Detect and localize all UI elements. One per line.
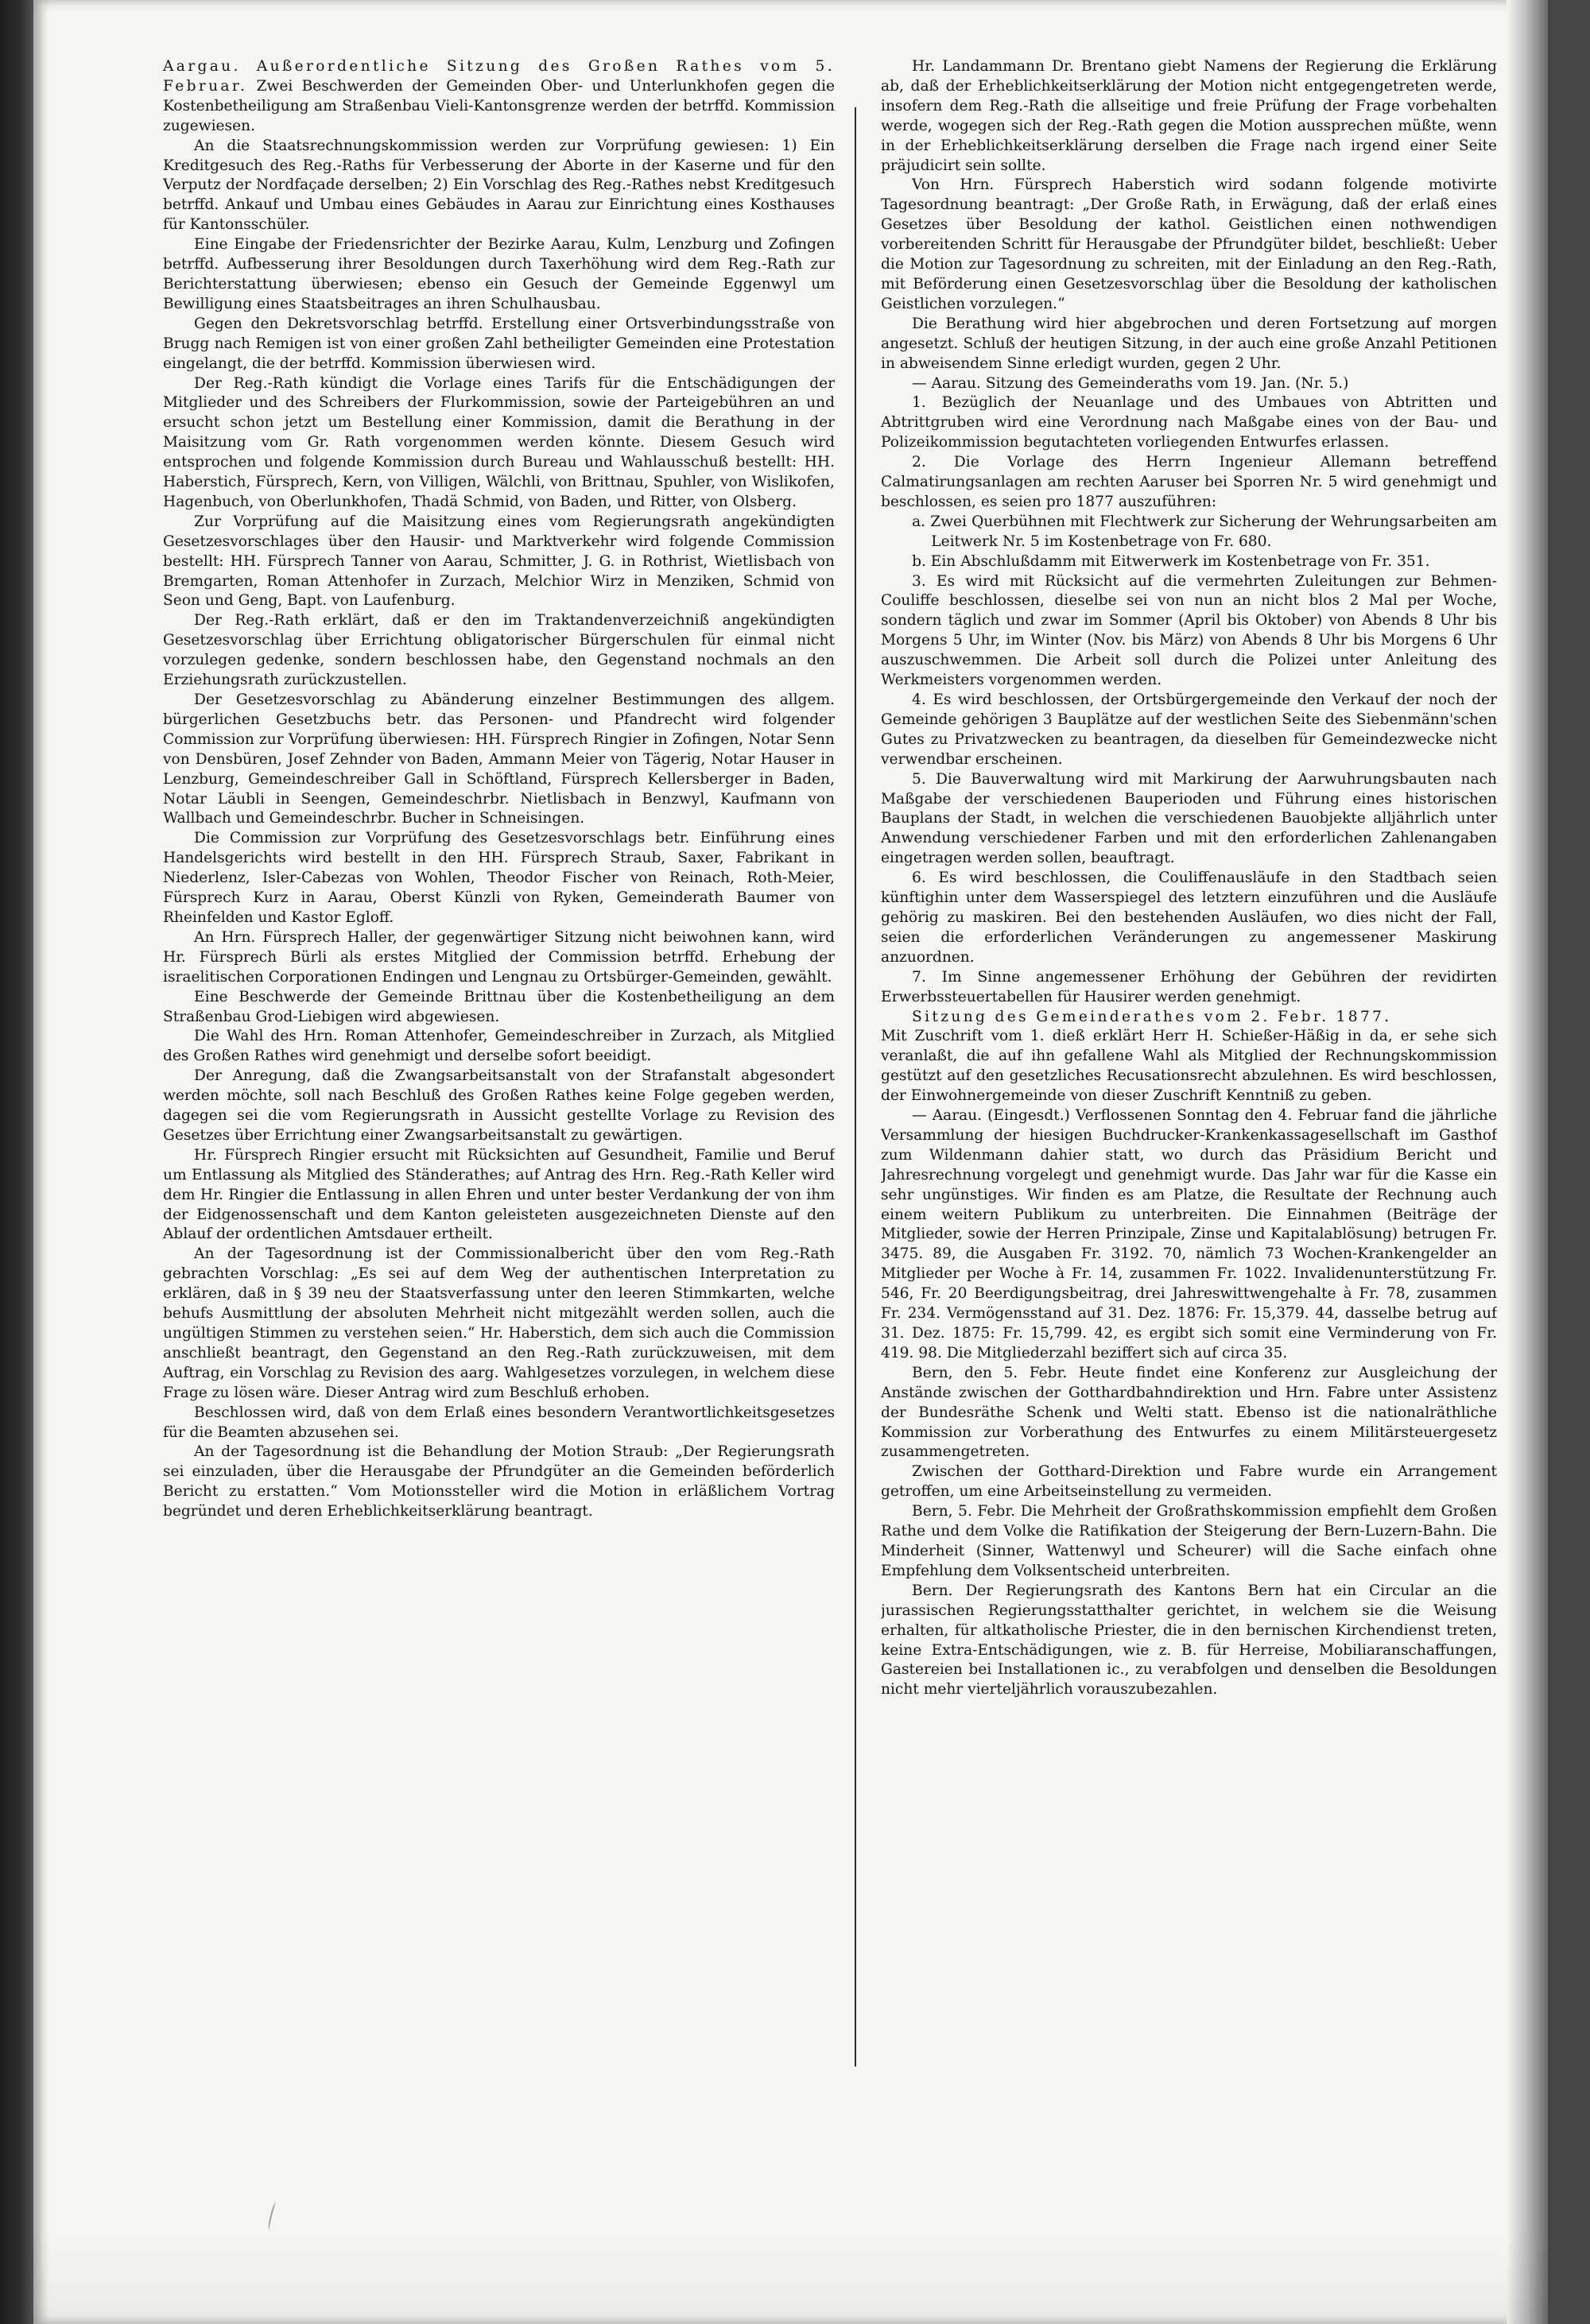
list-item: 1. Bezüglich der Neuanlage und des Umbaues von Abtritten und Abtrittgruben wird eine Verordnung nach Maßgabe eines von der Bau- und Polizeikommission begutachteten vorliegenden Entwurfes erlassen. — [881, 394, 1497, 451]
paragraph: Zwischen der Gotthard-Direktion und Fabre wurde ein Arrangement getroffen, um eine Arbeitseinstellung zu vermeiden. — [881, 1463, 1497, 1501]
paragraph: Der Reg.-Rath kündigt die Vorlage eines Tarifs für die Entschädigungen der Mitglieder und des Schreibers der Flurkommission, sowie der Parteigebühren an und ersucht schon jetzt um Bestellung einer Kommission, damit die Berathung in der Maisitzung vom Gr. Rath vorgenommen werden könnte. Diesem Gesuch wird entsprochen und folgende Kommission durch Bureau und Wahlausschuß bestellt: HH. Haberstich, Fürsprech, Kern, von Villigen, Wälchli, von Brittnau, Spuhler, von Wislikofen, Hagenbuch, von Oberlunkhofen, Thadä Schmid, von Baden, und Ritter, von Olsberg. — [163, 374, 835, 510]
paragraph: Von Hrn. Fürsprech Haberstich wird sodann folgende motivirte Tagesordnung beantragt: „Der Große Rath, in Erwägung, daß der erlaß eines Gesetzes über Besoldung der kathol. Geistlichen einen nothwendigen vorbereitenden Schritt für Herausgabe der Pfrundgüter bildet, beschließt: Ueber die Motion zur Tagesordnung zu schreiten, mit der Einladung an den Reg.-Rath, mit Beförderung einen Gesetzesvorschlag über die Besoldung der katholischen Geistlichen vorzulegen.“ — [881, 176, 1497, 312]
list-item: 4. Es wird beschlossen, der Ortsbürgergemeinde den Verkauf der noch der Gemeinde gehörigen 3 Bauplätze auf der westlichen Seite des Siebenmänn'schen Gutes zu Privatzwecken zu beantragen, da dieselben für Gemeindezwecke nicht verwendbar erscheinen. — [881, 691, 1497, 768]
page-bottom-shade — [33, 2229, 1548, 2324]
sub-list-item: a. Zwei Querbühnen mit Flechtwerk zur Sicherung der Wehrungsarbeiten am Leitwerk Nr. 5 im Kostenbetrage von Fr. 680. — [912, 513, 1497, 550]
article-aargau-grossrath: Aargau. Außerordentliche Sitzung des Großen Rathes vom 5. Februar. Zwei Beschwerden der Gemeinden Ober- und Unterlunkhofen gegen die Kostenbetheiligung am Straßenbau Vieli-Kantonsgrenze werden der betrffd. Kommission zugewiesen. — [163, 58, 835, 134]
article-buchdrucker-krankenkasse: — Aarau. (Eingesdt.) Verflossenen Sonntag den 4. Februar fand die jährliche Versammlung der hiesigen Buchdrucker-Krankenkassagesellschaft im Gasthof zum Wildenmann dahier statt, wo durch das Präsidium Bericht und Jahresrechnung vorgelegt und genehmigt wurde. Das Jahr war für die Kasse ein sehr ungünstiges. Wir finden es am Platze, die Resultate der Rechnung auch einem weitern Publikum zu unterbreiten. Die Einnahmen (Beiträge der Mitglieder, sowie der Herren Prinzipale, Zinse und Kapitalablösung) betrugen Fr. 3475. 89, die Ausgaben Fr. 3192. 70, nämlich 73 Wochen-Krankengelder an Mitglieder per Woche à Fr. 14, zusammen Fr. 1022. Invalidenunterstützung Fr. 546, Fr. 20 Beerdigungsbeitrag, drei Jahreswittwengehalte à Fr. 78, zusammen Fr. 234. Vermögensstand auf 31. Dez. 1876: Fr. 15,379. 44, dasselbe betrug auf 31. Dez. 1875: Fr. 15,799. 42, es ergibt sich somit eine Verminderung von Fr. 419. 98. Die Mitgliederzahl beziffert sich auf circa 35. — [881, 1107, 1497, 1361]
paragraph: Beschlossen wird, daß von dem Erlaß eines besondern Verantwortlichkeitsgesetzes für die Beamten abzusehen sei. — [163, 1404, 835, 1441]
article-bern: Bern, den 5. Febr. Heute findet eine Konferenz zur Ausgleichung der Anstände zwischen der Gotthardbahndirektion und Hrn. Fabre unter Assistenz der Bundesräthe Schenk und Welti statt. Ebenso ist die nationalräthliche Kommission zur Vorberathung des Entwurfes zu einem Militärsteuergesetz zusammengetreten. — [881, 1364, 1497, 1461]
paragraph: Mit Zuschrift vom 1. dieß erklärt Herr H. Schießer-Häßig in da, er sehe sich veranlaßt, die auf ihn gefallene Wahl als Mitglied der Rechnungskommission gestützt auf den gesetzliches Recusationsrecht abzulehnen. Es wird beschlossen, der Einwohnergemeinde von dieser Zuschrift Kenntniß zu geben. — [881, 1028, 1497, 1105]
paragraph: An der Tagesordnung ist der Commissionalbericht über den vom Reg.-Rath gebrachten Vorschlag: „Es sei auf dem Weg der authentischen Interpretation zu erklären, daß in § 39 neu der Staatsverfassung unter den leeren Stimmkarten, welche behufs Ausmittlung der absoluten Mehrheit nicht mitgezählt werden sollen, auch die ungültigen Stimmen zu verstehen seien.“ Hr. Haberstich, dem sich auch die Commission anschließt beantragt, den Gegenstand an den Reg.-Rath zurückzuweisen, mit dem Auftrag, ein Vorschlag zu Revision des aarg. Wahlgesetzes vorzulegen, in welchem diese Frage zu lösen wäre. Dieser Antrag wird zum Beschluß erhoben. — [163, 1245, 835, 1401]
left-column — [163, 57, 835, 2124]
column-rule — [855, 107, 856, 2066]
paragraph: Der Gesetzesvorschlag zu Abänderung einzelner Bestimmungen des allgem. bürgerlichen Gesetzbuchs betr. das Personen- und Pfandrecht wird folgender Commission zur Vorprüfung überwiesen: HH. Fürsprech Ringier in Zofingen, Notar Senn von Densbüren, Josef Zehnder von Baden, Ammann Meier von Tägerig, Notar Hauser in Lenzburg, Gemeindeschreiber Gall in Schöftland, Fürsprech Kellersberger in Baden, Notar Läubli in Seengen, Gemeindeschrbr. Nietlisbach in Benzwyl, Kaufmann von Wallbach und Gemeindeschrbr. Bucher in Schneisingen. — [163, 691, 835, 827]
paragraph: Zur Vorprüfung auf die Maisitzung eines vom Regierungsrath angekündigten Gesetzesvorschlages über den Hausir- und Marktverkehr wird folgende Commission bestellt: HH. Fürsprech Tanner von Aarau, Schmitter, J. G. in Rothrist, Wietlisbach von Bremgarten, Roman Attenhofer in Zurzach, Melchior Wirz in Menziken, Schmid von Seon und Geng, Bapt. von Laufenburg. — [163, 513, 835, 610]
paragraph: Der Anregung, daß die Zwangsarbeitsanstalt von der Strafanstalt abgesondert werden möchte, soll nach Beschluß des Großen Rathes keine Folge gegeben werden, dagegen sei die vom Regierungsrath in Aussicht gestellte Vorlage zu Revision des Gesetzes über Errichtung einer Zwangsarbeitsanstalt zu gewärtigen. — [163, 1067, 835, 1144]
paragraph: Eine Beschwerde der Gemeinde Brittnau über die Kostenbetheiligung an dem Straßenbau Grod-Liebigen wird abgewiesen. — [163, 988, 835, 1025]
list-item: 7. Im Sinne angemessener Erhöhung der Gebühren der revidirten Erwerbssteuertabellen für Hausirer werden genehmigt. — [881, 968, 1497, 1005]
paragraph: Die Wahl des Hrn. Roman Attenhofer, Gemeindeschreiber in Zurzach, als Mitglied des Großen Rathes wird genehmigt und derselbe sofort beeidigt. — [163, 1028, 835, 1065]
book-binding-edge — [0, 0, 37, 2324]
paragraph: Eine Eingabe der Friedensrichter der Bezirke Aarau, Kulm, Lenzburg und Zofingen betrffd. Aufbesserung ihrer Besoldungen durch Taxerhöhung wird dem Reg.-Rath zur Berichterstattung überwiesen; ebenso ein Gesuch der Gemeinde Eggenwyl um Bewilligung eines Staatsbeitrages an ihren Schulhausbau. — [163, 236, 835, 312]
paragraph: An Hrn. Fürsprech Haller, der gegenwärtiger Sitzung nicht beiwohnen kann, wird Hr. Fürsprech Bürli als erstes Mitglied der Commission betrffd. Erhebung der israelitischen Corporationen Endingen und Lengnau zu Ortsbürger-Gemeinden, gewählt. — [163, 928, 835, 986]
article-aarau-gemeinderath-heading: — Aarau. Sitzung des Gemeinderaths vom 19. Jan. (Nr. 5.) — [912, 374, 1349, 392]
list-item: 5. Die Bauverwaltung wird mit Markirung der Aarwuhrungsbauten nach Maßgabe der verschiedenen Bauperioden und Führung eines historischen Bauplans der Stadt, in welchen die verschiedenen Bauobjekte alljährlich unter Anwendung verschiedener Farben und mit den erforderlichen Zahlenangaben eingetragen werden sollen, beauftragt. — [881, 770, 1497, 867]
article-bern: Bern. Der Regierungsrath des Kantons Bern hat ein Circular an die jurassischen Regierungsstatthalter gerichtet, in welchem sie die Weisung erhalten, für altkatholische Priester, die in den bernischen Kirchendienst treten, keine Extra-Entschädigungen, wie z. B. für Herreise, Mobiliaranschaffungen, Gastereien bei Installationen ic., zu verabfolgen und denselben die Besoldungen nicht mehr vierteljährlich vorauszubezahlen. — [881, 1582, 1497, 1698]
article-lead: Aargau. Außerordentliche Sitzung des Großen Rathes vom 5. Februar. — [163, 58, 835, 95]
list-item: 6. Es wird beschlossen, die Couliffenausläufe in den Stadtbach seien künftighin unter dem Wasserspiegel des letztern einzuführen und die Ausläufe gehörig zu maskiren. Bei den bestehenden Ausläufen, wo dies nicht der Fall, seien die erforderlichen Veränderungen zu angemessener Maskirung anzuordnen. — [881, 870, 1497, 966]
paragraph: Die Berathung wird hier abgebrochen und deren Fortsetzung auf morgen angesetzt. Schluß der heutigen Sitzung, in der auch eine große Anzahl Petitionen in abweisendem Sinne erledigt wurden, gegen 2 Uhr. — [881, 315, 1497, 372]
paragraph: An die Staatsrechnungskommission werden zur Vorprüfung gewiesen: 1) Ein Kreditgesuch des Reg.-Raths für Verbesserung der Aborte in der Kaserne und für den Verputz der Nordfaçade derselben; 2) Ein Vorschlag des Reg.-Rathes nebst Kreditgesuch betrffd. Ankauf und Umbau eines Gebäudes in Aarau zur Einrichtung eines Kosthauses für Kantonsschüler. — [163, 137, 835, 234]
list-item: 3. Es wird mit Rücksicht auf die vermehrten Zuleitungen zur Behmen-Couliffe beschlossen, dieselbe sei von nun an nicht blos 2 Mal per Woche, sondern täglich und zwar im Sommer (April bis Oktober) von Abends 8 Uhr bis Morgens 5 Uhr, im Winter (Nov. bis März) von Abends 8 Uhr bis Morgens 6 Uhr auszuschwemmen. Die Arbeit soll durch die Polizei unter Anleitung des Werkmeisters vorgenommen werden. — [881, 572, 1497, 689]
right-column — [881, 57, 1497, 2124]
paragraph: Der Reg.-Rath erklärt, daß er den im Traktandenverzeichniß angekündigten Gesetzesvorschlag über Errichtung obligatorischer Bürgerschulen für einmal nicht vorzulegen gedenke, sondern beschlossen habe, den Gegenstand nochmals an den Erziehungsrath zurückzustellen. — [163, 612, 835, 689]
paragraph: An der Tagesordnung ist die Behandlung der Motion Straub: „Der Regierungsrath sei einzuladen, über die Herausgabe der Pfrundgüter an die Gemeinden beförderlich Bericht zu erstatten.“ Vom Motionssteller wird die Motion in erläßlichem Vortrag begründet und deren Erheblichkeitserklärung beantragt. — [163, 1443, 835, 1520]
page-edge-shadow — [1507, 0, 1548, 2324]
paragraph: Hr. Fürsprech Ringier ersucht mit Rücksichten auf Gesundheit, Familie und Beruf um Entlassung als Mitglied des Ständerathes; auf Antrag des Hrn. Reg.-Rath Keller wird dem Hr. Ringier die Entlassung in allen Ehren und unter bester Verdankung der von ihm der Eidgenossenschaft und dem Kanton geleisteten ausgezeichneten Dienste auf den Ablauf der ordentlichen Amtsdauer ertheilt. — [163, 1146, 835, 1243]
list-item: 2. Die Vorlage des Herrn Ingenieur Allemann betreffend Calmatirungsanlagen am rechten Aaruser bei Sporren Nr. 5 wird genehmigt und beschlossen, es seien pro 1877 auszuführen: — [881, 454, 1497, 510]
paragraph: Gegen den Dekretsvorschlag betrffd. Erstellung einer Ortsverbindungsstraße von Brugg nach Remigen ist von einer großen Zahl betheiligter Gemeinden eine Protestation eingelangt, die der betrffd. Kommission überwiesen wird. — [163, 315, 835, 372]
article-sitzung-heading: Sitzung des Gemeinderathes vom 2. Febr. 1877. — [912, 1008, 1392, 1025]
paragraph: Hr. Landammann Dr. Brentano giebt Namens der Regierung die Erklärung ab, daß der Erheblichkeitserklärung der Motion nicht entgegengetreten werde, insofern dem Reg.-Rath die allseitige und freie Prüfung der Frage vorbehalten werde, wogegen sich der Reg.-Rath gegen die Motion aussprechen müßte, wenn in der Erheblichkeitserklärung derselben die Frage nach irgend einer Seite präjudicirt sein sollte. — [881, 58, 1497, 174]
article-bern: Bern, 5. Febr. Die Mehrheit der Großrathskommission empfiehlt dem Großen Rathe und dem Volke die Ratifikation der Steigerung der Bern-Luzern-Bahn. Die Minderheit (Sinner, Wattenwyl und Scheurer) will die Sache einfach ohne Empfehlung dem Volksentscheid unterbreiten. — [881, 1503, 1497, 1579]
sub-list-item: b. Ein Abschlußdamm mit Eitwerwerk im Kostenbetrage von Fr. 351. — [912, 552, 1430, 570]
paragraph: Die Commission zur Vorprüfung des Gesetzesvorschlags betr. Einführung eines Handelsgerichts wird bestellt in den HH. Fürsprech Straub, Saxer, Fabrikant in Niederlenz, Isler-Cabezas von Wohlen, Theodor Fischer von Reinach, Roth-Meier, Fürsprech Kurz in Aarau, Oberst Künzli von Ryken, Gemeinderath Baumer von Rheinfelden und Kastor Egloff. — [163, 830, 835, 926]
